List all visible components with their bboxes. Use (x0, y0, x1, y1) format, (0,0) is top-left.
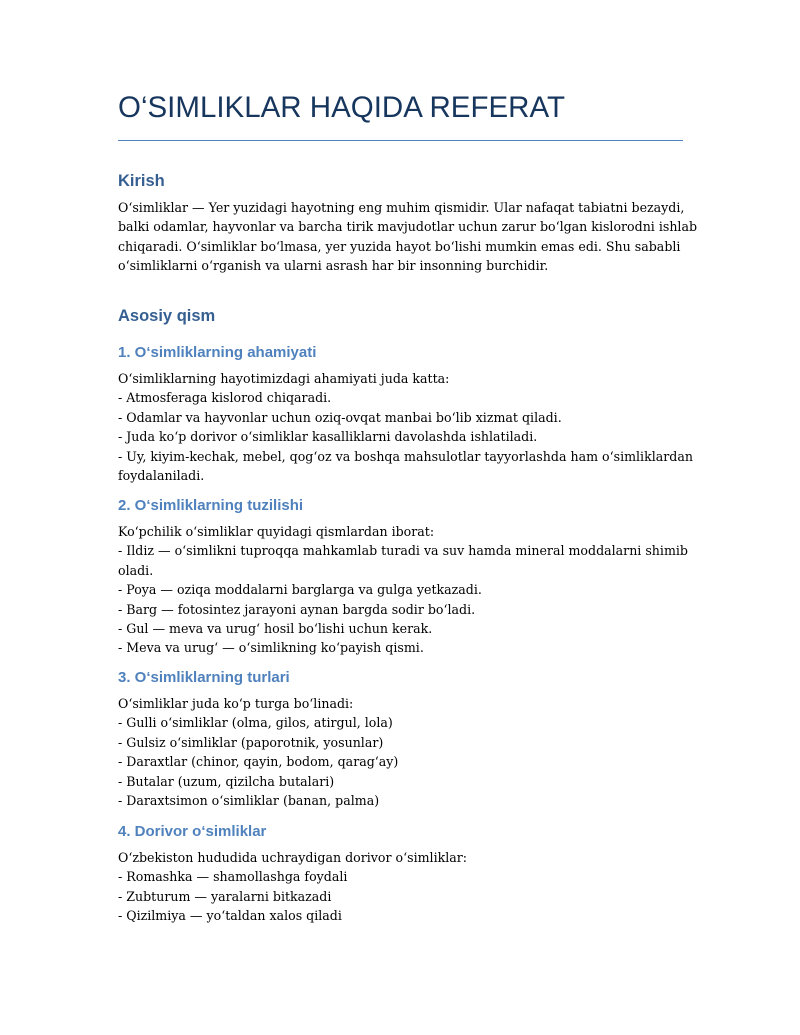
list-item: - Barg — fotosintez jarayoni aynan bargda sodir bo‘ladi. (118, 601, 476, 617)
paragraph-line: O‘simliklar juda ko‘p turga bo‘linadi: (118, 696, 354, 711)
list-item: - Daraxtsimon o‘simliklar (banan, palma) (118, 793, 380, 809)
paragraph-line: chiqaradi. O‘simliklar bo‘lmasa, yer yuzida hayot bo‘lishi mumkin emas edi. Shu sababli (118, 238, 681, 254)
section-2-heading: 2. O‘simliklarning tuzilishi (118, 497, 304, 514)
document-title: O‘SIMLIKLAR HAQIDA REFERAT (118, 91, 565, 124)
list-item: foydalaniladi. (118, 468, 205, 484)
list-item: - Atmosferaga kislorod chiqaradi. (118, 390, 332, 406)
list-item: - Gul — meva va urug‘ hosil bo‘lishi uchun kerak. (118, 621, 433, 637)
paragraph-line: O‘simliklarning hayotimizdagi ahamiyati juda katta: (118, 371, 450, 386)
paragraph-line: o‘simliklarni o‘rganish va ularni asrash har bir insonning burchidir. (118, 258, 549, 274)
title-divider (118, 140, 683, 141)
list-item: - Romashka — shamollashga foydali (118, 869, 348, 885)
list-item: - Butalar (uzum, qizilcha butalari) (118, 773, 335, 789)
list-item: - Ildiz — o‘simlikni tuproqqa mahkamlab turadi va suv hamda mineral moddalarni shimib (118, 543, 688, 559)
section-2-body (118, 522, 688, 658)
heading-main: Asosiy qism (118, 307, 216, 325)
paragraph-line: O‘simliklar — Yer yuzidagi hayotning eng muhim qismidir. Ular nafaqat tabiatni bezaydi, (118, 200, 685, 215)
section-3-heading: 3. O‘simliklarning turlari (118, 669, 290, 686)
list-item: - Zubturum — yaralarni bitkazadi (118, 888, 332, 904)
section-1-body (118, 369, 693, 485)
list-item: - Daraxtlar (chinor, qayin, bodom, qarag‘ay) (118, 754, 399, 770)
list-item: - Poya — oziqa moddalarni barglarga va gulga yetkazadi. (118, 582, 482, 598)
list-item: - Gulli o‘simliklar (olma, gilos, atirgul, lola) (118, 715, 393, 731)
list-item: - Gulsiz o‘simliklar (paporotnik, yosunlar) (118, 734, 384, 750)
list-item: - Uy, kiyim-kechak, mebel, qog‘oz va boshqa mahsulotlar tayyorlashda ham o‘simliklardan (118, 448, 693, 464)
heading-intro: Kirish (118, 172, 165, 190)
paragraph-line: Ko‘pchilik o‘simliklar quyidagi qismlardan iborat: (118, 524, 435, 539)
list-item: - Qizilmiya — yo‘taldan xalos qiladi (118, 908, 342, 924)
section-4-body (118, 848, 683, 926)
section-4-heading: 4. Dorivor o‘simliklar (118, 823, 267, 840)
paragraph-line: O‘zbekiston hududida uchraydigan dorivor o‘simliklar: (118, 850, 468, 865)
list-item: - Meva va urug‘ — o‘simlikning ko‘payish qismi. (118, 640, 424, 656)
list-item: - Odamlar va hayvonlar uchun oziq-ovqat manbai bo‘lib xizmat qiladi. (118, 409, 562, 425)
intro-paragraph (118, 198, 698, 276)
section-1-heading: 1. O‘simliklarning ahamiyati (118, 344, 317, 361)
paragraph-line: balki odamlar, hayvonlar va barcha tirik mavjudotlar uchun zarur bo‘lgan kislorodni ishlab (118, 219, 698, 235)
list-item: - Juda ko‘p dorivor o‘simliklar kasalliklarni davolashda ishlatiladi. (118, 429, 538, 445)
list-item: oladi. (118, 562, 154, 578)
section-3-body (118, 694, 683, 810)
